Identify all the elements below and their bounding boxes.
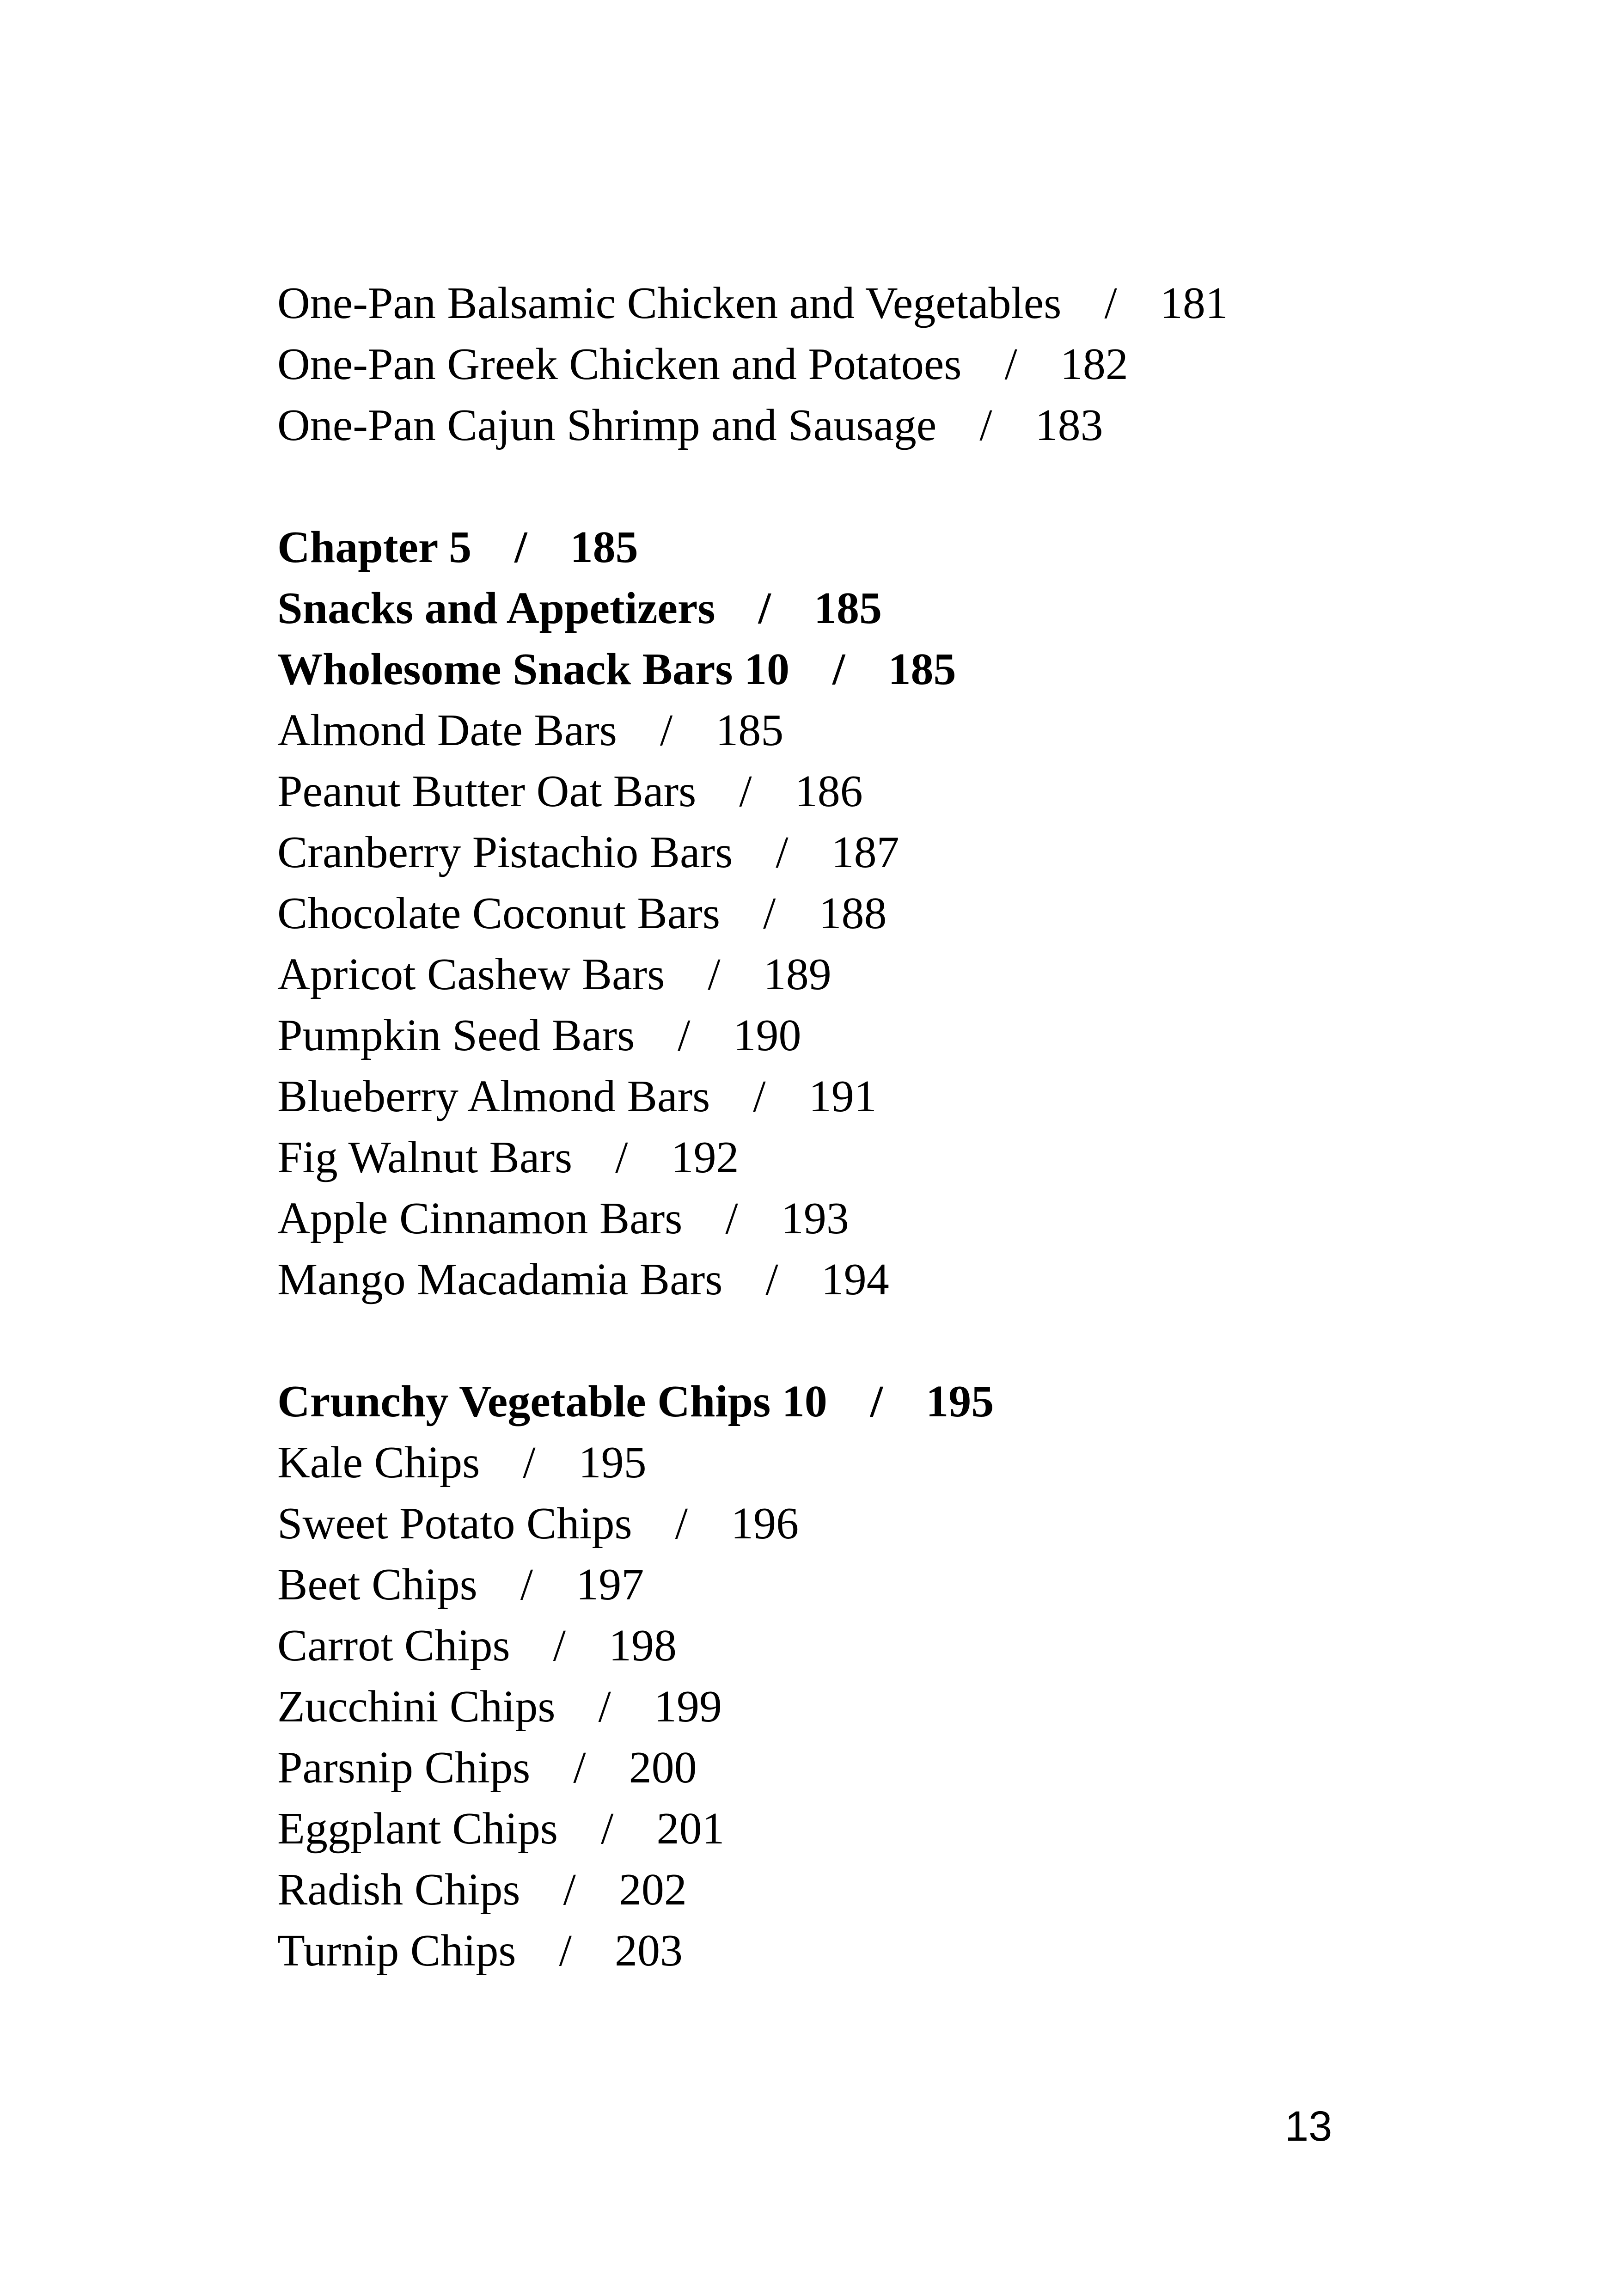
toc-entry-page: 195 xyxy=(926,1377,994,1427)
toc-entry xyxy=(277,1798,1479,1859)
toc-heading-entry xyxy=(277,639,1479,700)
toc-entry-separator: / xyxy=(660,705,673,755)
toc-entry-page: 203 xyxy=(614,1926,683,1976)
toc-entry-title: Apple Cinnamon Bars xyxy=(277,1194,683,1243)
toc-entry-title: Eggplant Chips xyxy=(277,1804,558,1854)
toc-entry-page: 185 xyxy=(813,583,882,633)
toc-entry xyxy=(277,761,1479,822)
toc-entry-separator: / xyxy=(763,888,776,938)
toc-entry-separator: / xyxy=(523,1438,536,1488)
toc-entry xyxy=(277,822,1479,883)
toc-entry-page: 185 xyxy=(570,522,638,572)
toc-entry-page: 183 xyxy=(1035,400,1103,450)
toc-entry xyxy=(277,1005,1479,1066)
toc-entry-title: Fig Walnut Bars xyxy=(277,1133,573,1182)
toc-entry xyxy=(277,1127,1479,1188)
toc-entry-page: 182 xyxy=(1060,339,1128,389)
toc-entry-title: One-Pan Balsamic Chicken and Vegetables xyxy=(277,278,1062,328)
toc-entry-page: 190 xyxy=(733,1010,801,1060)
toc-entry-title: Chocolate Coconut Bars xyxy=(277,888,721,938)
toc-entry-title: Wholesome Snack Bars 10 xyxy=(277,644,790,694)
toc-entry xyxy=(277,334,1479,395)
toc-entry-separator: / xyxy=(832,644,845,694)
page-number: 13 xyxy=(1285,2103,1333,2150)
toc-entry-title: Turnip Chips xyxy=(277,1926,516,1976)
toc-section xyxy=(277,517,1479,1310)
toc-entry-page: 186 xyxy=(795,766,863,816)
toc-entry-page: 198 xyxy=(609,1621,677,1671)
toc-entry-separator: / xyxy=(758,583,771,633)
toc-entry xyxy=(277,883,1479,944)
toc-entry-separator: / xyxy=(870,1377,883,1427)
toc-entry-title: One-Pan Greek Chicken and Potatoes xyxy=(277,339,962,389)
toc-entry-page: 193 xyxy=(781,1194,849,1243)
toc-entry-separator: / xyxy=(514,522,527,572)
toc-entry xyxy=(277,700,1479,761)
toc-entry-page: 195 xyxy=(578,1438,647,1488)
toc-entry-title: Radish Chips xyxy=(277,1865,520,1915)
toc-entry-separator: / xyxy=(708,949,721,999)
toc-entry-separator: / xyxy=(573,1743,586,1793)
table-of-contents xyxy=(277,273,1479,1981)
toc-entry-separator: / xyxy=(1004,339,1017,389)
toc-entry-page: 196 xyxy=(731,1499,799,1549)
toc-entry-title: Parsnip Chips xyxy=(277,1743,531,1793)
toc-entry xyxy=(277,395,1479,456)
toc-heading-entry xyxy=(277,517,1479,578)
toc-entry-title: Beet Chips xyxy=(277,1560,477,1610)
toc-entry-title: Cranberry Pistachio Bars xyxy=(277,827,733,877)
toc-entry-separator: / xyxy=(563,1865,576,1915)
toc-entry-separator: / xyxy=(601,1804,614,1854)
toc-heading-entry xyxy=(277,578,1479,639)
toc-entry-separator: / xyxy=(553,1621,566,1671)
toc-entry xyxy=(277,1676,1479,1737)
toc-entry xyxy=(277,1615,1479,1676)
toc-entry-separator: / xyxy=(1104,278,1117,328)
toc-entry xyxy=(277,1493,1479,1554)
toc-entry xyxy=(277,1249,1479,1310)
toc-entry-separator: / xyxy=(559,1926,572,1976)
toc-entry-title: Blueberry Almond Bars xyxy=(277,1071,710,1121)
toc-entry-separator: / xyxy=(739,766,752,816)
toc-entry xyxy=(277,1554,1479,1615)
toc-entry-page: 192 xyxy=(671,1133,739,1182)
toc-entry-page: 199 xyxy=(654,1682,722,1732)
toc-entry-separator: / xyxy=(520,1560,533,1610)
toc-entry-separator: / xyxy=(598,1682,611,1732)
toc-entry-title: Sweet Potato Chips xyxy=(277,1499,632,1549)
toc-entry-page: 181 xyxy=(1160,278,1228,328)
toc-entry-title: Zucchini Chips xyxy=(277,1682,556,1732)
toc-entry-title: Carrot Chips xyxy=(277,1621,510,1671)
toc-entry-separator: / xyxy=(765,1255,778,1304)
toc-entry-separator: / xyxy=(979,400,992,450)
toc-entry-separator: / xyxy=(725,1194,738,1243)
toc-entry-page: 201 xyxy=(656,1804,725,1854)
toc-entry-title: Peanut Butter Oat Bars xyxy=(277,766,697,816)
toc-entry xyxy=(277,1066,1479,1127)
toc-entry-page: 187 xyxy=(831,827,899,877)
toc-entry-page: 202 xyxy=(618,1865,687,1915)
toc-entry xyxy=(277,1859,1479,1920)
toc-entry-page: 191 xyxy=(808,1071,877,1121)
toc-entry-separator: / xyxy=(753,1071,766,1121)
toc-section xyxy=(277,1371,1479,1981)
toc-entry-page: 200 xyxy=(629,1743,697,1793)
toc-entry-page: 188 xyxy=(819,888,887,938)
toc-entry-page: 189 xyxy=(763,949,831,999)
toc-entry-separator: / xyxy=(615,1133,628,1182)
toc-entry-title: Crunchy Vegetable Chips 10 xyxy=(277,1377,827,1427)
toc-entry-title: Kale Chips xyxy=(277,1438,480,1488)
toc-entry-page: 197 xyxy=(576,1560,644,1610)
toc-entry-title: Chapter 5 xyxy=(277,522,472,572)
toc-entry-separator: / xyxy=(675,1499,688,1549)
toc-entry xyxy=(277,1188,1479,1249)
toc-entry-title: Pumpkin Seed Bars xyxy=(277,1010,635,1060)
toc-entry-page: 194 xyxy=(821,1255,889,1304)
toc-heading-entry xyxy=(277,1371,1479,1432)
toc-entry-title: One-Pan Cajun Shrimp and Sausage xyxy=(277,400,937,450)
toc-entry xyxy=(277,1920,1479,1981)
toc-entry xyxy=(277,944,1479,1005)
toc-entry xyxy=(277,1432,1479,1493)
toc-entry-page: 185 xyxy=(888,644,956,694)
toc-entry-title: Snacks and Appetizers xyxy=(277,583,715,633)
toc-entry xyxy=(277,273,1479,334)
toc-entry-page: 185 xyxy=(715,705,784,755)
toc-section xyxy=(277,273,1479,456)
toc-entry-title: Apricot Cashew Bars xyxy=(277,949,665,999)
toc-entry xyxy=(277,1737,1479,1798)
toc-entry-title: Mango Macadamia Bars xyxy=(277,1255,723,1304)
toc-entry-separator: / xyxy=(776,827,789,877)
toc-entry-title: Almond Date Bars xyxy=(277,705,617,755)
toc-entry-separator: / xyxy=(678,1010,691,1060)
